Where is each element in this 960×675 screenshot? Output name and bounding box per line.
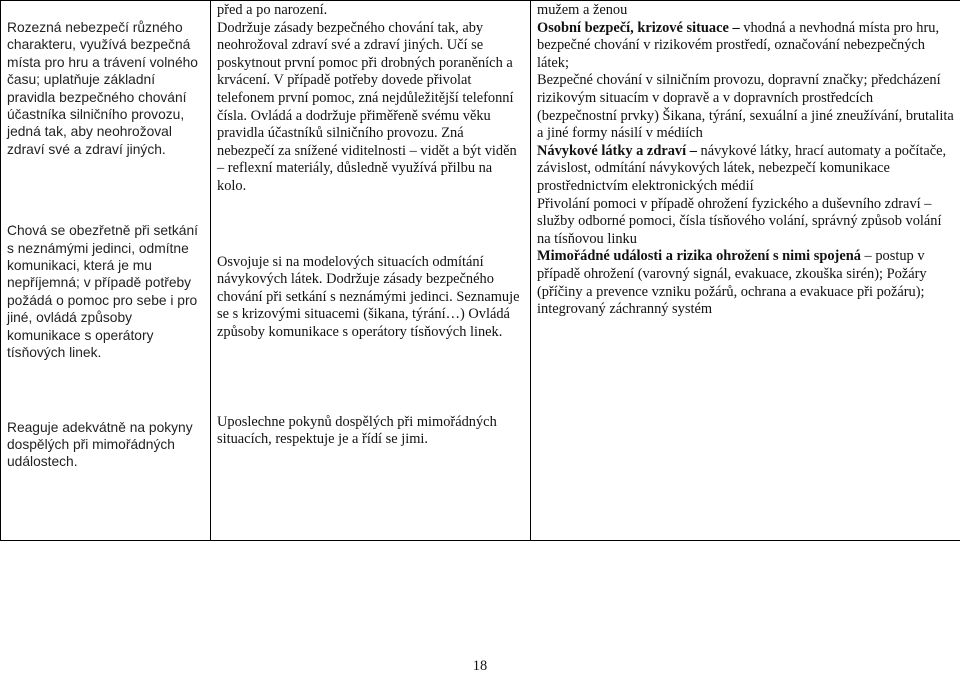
content-section-2 [537, 143, 954, 249]
page-number: 18 [0, 658, 960, 675]
column-school-outcomes [211, 1, 531, 541]
section-body: – postup v případě ohrožení (varovný signál, evakuace, zkouška sirén); Požáry (příčiny a prevence vzniku požárů, ochrana a evakuace při požáru); integrovaný záchranný systém [537, 248, 927, 317]
section-heading: Osobní bezpečí, krizové situace – [537, 20, 740, 36]
school-outcome-block-2: Osvojuje si na modelových situacích odmítání návykových látek. Dodržuje zásady bezpečného chování při setkání s neznámými jedinci. Seznamuje se s krizovými situacemi (šikana, týrání…) Ovládá způsoby komunikace s operátory tísňových linek. [217, 254, 524, 342]
section-heading: Návykové látky a zdraví – [537, 143, 697, 159]
section-body: návykové látky, hrací automaty a počítače, závislost, odmítání návykových látek, nebezpečí komunikace prostřednictvím elektronických médií [537, 143, 946, 194]
section-extra: Bezpečné chování v silničním provozu, dopravní značky; předcházení rizikovým situacím v dopravě a v dopravních prostředcích (bezpečnostní prvky) Šikana, týrání, sexuální a jiné zneužívání, brutalita a jiné formy násilí v médiích [537, 72, 954, 141]
school-outcome-block-1: Dodržuje zásady bezpečného chování tak, aby neohrožoval zdraví své a zdraví jiných. Učí se poskytnout první pomoc při drobných poraněních a krvácení. V případě potřeby dovede přivolat telefonem první pomoc, zná nejdůležitější telefonní čísla. Ovládá a dodržuje přiměřeně svému věku pravidla účastníků silničního provozu. Zná nebezpečí za snížené viditelnosti – vidět a být viděn – reflexní materiály, důsledně využívá přilbu na kolo. [217, 20, 524, 196]
continued-line: před a po narození. [217, 2, 524, 20]
column-curriculum-content [531, 1, 960, 541]
outcome-block-3: Reaguje adekvátně na pokyny dospělých při mimořádných událostech. [7, 419, 204, 471]
column-expected-outcomes [1, 1, 211, 541]
school-outcome-block-3: Uposlechne pokynů dospělých při mimořádných situacích, respektuje je a řídí se jimi. [217, 414, 524, 449]
outcome-block-2: Chová se obezřetně při setkání s neznámými jedinci, odmítne komunikaci, která je mu nepříjemná; v případě potřeby požádá o pomoc pro sebe i pro jiné, ovládá způsoby komunikace s operátory tísňových linek. [7, 222, 204, 361]
content-section-3 [537, 248, 954, 318]
content-section-1 [537, 20, 954, 143]
section-extra: Přivolání pomoci v případě ohrožení fyzického a duševního zdraví – služby odborné pomoci, čísla tísňového volání, správný způsob volání na tísňovou linku [537, 196, 941, 247]
continued-line: mužem a ženou [537, 2, 954, 20]
section-heading: Mimořádné události a rizika ohrožení s nimi spojená [537, 248, 861, 264]
table-row [1, 1, 960, 541]
outcome-block-1: Rozezná nebezpečí různého charakteru, využívá bezpečná místa pro hru a trávení volného času; uplatňuje základní pravidla bezpečného chování účastníka silničního provozu, jedná tak, aby neohrožoval zdraví své a zdraví jiných. [7, 19, 204, 158]
section-body: vhodná a nevhodná místa pro hru, bezpečné chování v rizikovém prostředí, označování nebezpečných látek; [537, 20, 939, 71]
